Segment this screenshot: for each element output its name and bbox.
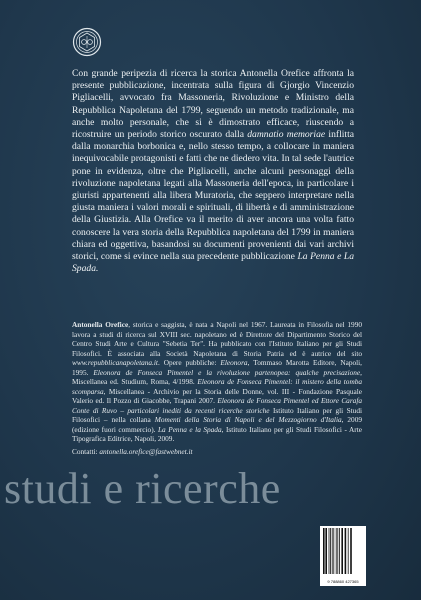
barcode-bar: [348, 528, 349, 574]
bio-text-2: . Opere pubbliche:: [157, 358, 217, 367]
barcode-bar: [350, 528, 352, 574]
author-website: www.repubblicanapoletana.it: [72, 358, 158, 367]
barcode-bar: [345, 528, 347, 574]
publisher-logo: [72, 27, 102, 57]
series-title: studi e ricerche: [4, 464, 281, 513]
barcode-bar: [329, 528, 330, 574]
bio-text-3: , Tommaso Marotta Editore, Napoli, 1995.: [72, 358, 363, 377]
barcode-bar: [341, 528, 343, 574]
work-title-6: La Penna e la Spada: [158, 424, 222, 434]
bio-text-5: , Miscellanea - Archivio per la Storia delle Donne, vol. III - Fondazione Pasquale Valerio ed. Il Pozzo di Giacobbe, Trapani 2007.: [72, 386, 362, 405]
work-title-1: Eleonora: [220, 358, 248, 367]
publisher-seal-icon: [72, 27, 102, 57]
bio-text-8: , Istituto Italiano per gli Studi Filosofici - Arte Tipografica Editrice, Napoli, 2009.: [72, 424, 362, 443]
bio-text-1: , storica e saggista, è nata a Napoli nel 1967. Laureata in Filosofia nel 1990 lavora a studi di ricerca sul XVIII sec. napoletano ed è Direttore del Dipartimento Storico del Centro Studi Arte e Cultura "Sebetia Ter". Ha pubblicato con l'Istituto Italiano per gli Studi Filosofici. È associata alla Società Napoletana di Storia Patria ed è autrice del sito: [72, 320, 362, 358]
barcode-bar: [330, 528, 331, 574]
work-title-5: Momenti della Storia di Napoli e del Mezzogiorno d'Italia: [154, 415, 342, 424]
isbn-barcode: [320, 526, 366, 586]
contacts-label: Contatti:: [72, 447, 100, 456]
author-email: antonella.orefice@fastwebnet.it: [99, 447, 193, 456]
blurb-text-2: inflitta dalla monarchia borbonica e, nello stesso tempo, a collocare in maniera inequivocabile protagonisti e fatti che ne diedero vita. In tal sede l'autrice pone in evidenza, oltre che Pigliacelli, anche alcuni personaggi della rivoluzione napoletana legati alla Massoneria dell'epoca, in particolare i giuristi appartenenti alla libera Muratoria, che seppero interpretare nella giusta maniera i valori morali e spirituali, di libertà e di amministrazione della Giustizia. Alla Orefice va il merito di aver ancora una volta fatto conoscere la vera storia della Repubblica napoletana del 1799 in maniera chiara ed oggettiva, basandosi su documenti provenienti dai vari archivi storici, come si evince nella sua precedente pubblicazione: [72, 129, 354, 263]
barcode-bar: [333, 528, 334, 574]
isbn-number: 9 788860 427365: [327, 579, 359, 584]
blurb-latin-phrase: damnatio memoriae: [247, 129, 326, 141]
barcode-bar: [339, 528, 340, 574]
blurb-text-1: Con grande peripezia di ricerca la storica Antonella Orefice affronta la presente pubblicazione, incentrata sulla figura di Gjorgio Vincenzio Pigliacelli, avvocato fra Massoneria, Rivoluzione e Ministro della Repubblica Napoletana del 1799, seguendo un metodo tradizionale, ma anche molto personale, che si è dimostrato efficace, riuscendo a ricostruire un periodo storico oscurato dalla: [72, 68, 354, 141]
bio-text-7: , 2009 (edizione fuori commercio).: [72, 415, 363, 434]
book-blurb: [72, 68, 354, 275]
barcode-bar: [337, 528, 338, 574]
blurb-previous-book-title: La Penna e La Spada.: [72, 251, 354, 275]
author-contacts: [72, 447, 362, 457]
bio-text-6: Istituto Italiano per gli Studi Filosofici – nella collana: [72, 405, 362, 424]
barcode-bar: [323, 528, 325, 574]
bio-text-4: , Miscellanea ed. Studium, Roma, 4/1998.: [72, 367, 362, 386]
work-title-4: Eleonora de Fonseca Pimentel ed Ettore Carafa Conte di Ruvo – particolari inediti da recenti ricerche storiche: [72, 396, 362, 415]
barcode-bar: [332, 528, 333, 574]
barcode-bar: [325, 528, 327, 574]
author-biography: [72, 320, 362, 444]
barcode-bar: [336, 528, 337, 574]
work-title-3: Eleonora de Fonseca Pimentel: il mistero della tomba scomparsa: [72, 377, 363, 396]
work-title-2: Eleonora de Fonseca Pimentel e la rivoluzione partenopea: qualche precisazione: [93, 367, 361, 377]
author-name: Antonella Orefice: [72, 320, 129, 329]
